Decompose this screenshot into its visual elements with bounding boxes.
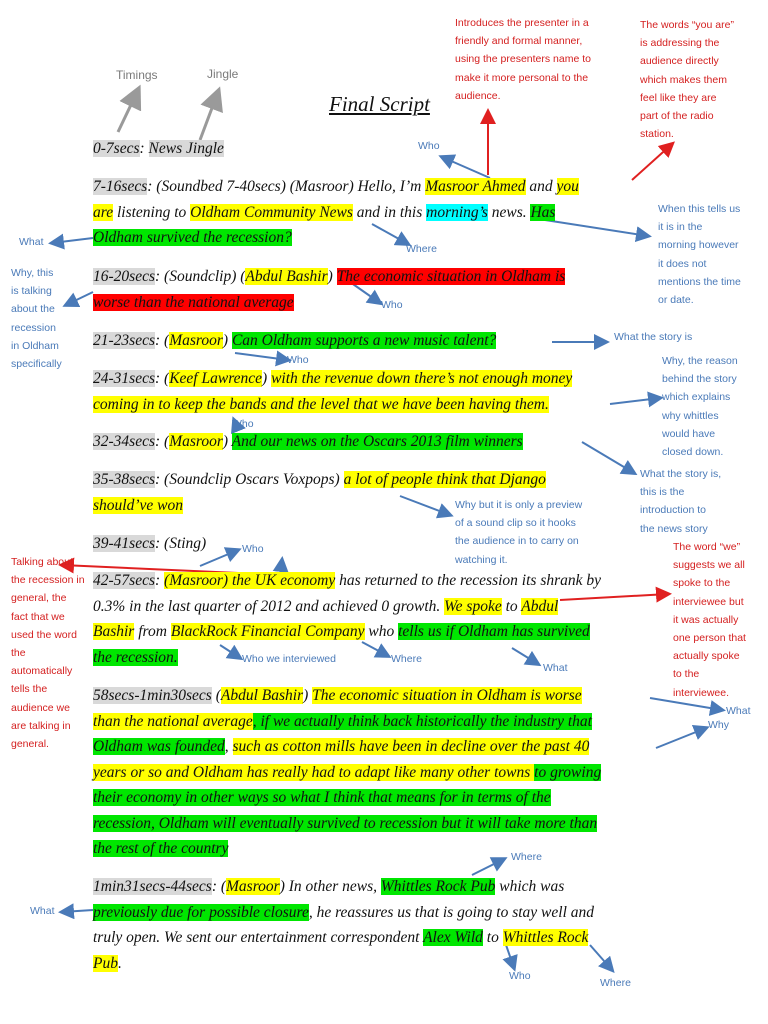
script-line: previously due for possible closure, he reassures us that is going to stay well and xyxy=(93,903,594,921)
script-line: 0-7secs: News Jingle xyxy=(93,140,224,157)
script-line: Pub. xyxy=(93,954,122,972)
label-why: Why xyxy=(708,719,729,731)
label-who: Who xyxy=(242,543,264,555)
script-line: Bashir from BlackRock Financial Company who tells us if Oldham has survived xyxy=(93,623,590,640)
note-presenter-intro: Introduces the presenter in a friendly and formal manner, using the presenters name to make it more personal to the audience. xyxy=(455,17,591,102)
script-line: worse than the national average xyxy=(93,293,294,311)
label-what: What xyxy=(543,662,568,674)
label-where: Where xyxy=(600,977,631,989)
script-line: 1min31secs-44secs: (Masroor) In other news, Whittles Rock Pub which was xyxy=(93,878,565,895)
label-what: What xyxy=(726,705,751,717)
script-line: the rest of the country xyxy=(93,840,229,857)
label-who: Who xyxy=(232,418,254,430)
script-line: 39-41secs: (Sting) xyxy=(93,535,207,552)
label-what-story: What the story is xyxy=(614,331,693,343)
script-line: years or so and Oldham has really had to adapt like many other towns to growing xyxy=(93,763,602,781)
label-who: Who xyxy=(418,140,440,152)
script-line: 0.3% in the last quarter of 2012 and achieved 0 growth. We spoke to Abdul xyxy=(93,597,559,615)
page-title: Final Script xyxy=(329,92,430,116)
label-where: Where xyxy=(511,851,542,863)
script-line: should’ve won xyxy=(93,496,183,514)
script-line: 32-34secs: (Masroor) And our news on the Oscars 2013 film winners xyxy=(93,433,523,450)
label-what: What xyxy=(19,236,44,248)
script-line: Oldham was founded, such as cotton mills have been in decline over the past 40 xyxy=(93,738,590,755)
note-why-specific: Why, this is talking about the recession in Oldham specifically xyxy=(11,267,62,371)
label-where: Where xyxy=(391,653,422,665)
script-line: 16-20secs: (Soundclip) (Abdul Bashir) The economic situation in Oldham is xyxy=(93,268,566,285)
script-line: Oldham survived the recession? xyxy=(93,229,292,246)
script-line: coming in to keep the bands and the level that we have been having them. xyxy=(93,395,549,413)
script-line: recession, Oldham will eventually survived to recession but it will take more than xyxy=(93,814,598,832)
script-line: the recession. xyxy=(93,648,178,666)
script-line: 42-57secs: (Masroor) the UK economy has returned to the recession its shrank by xyxy=(93,572,602,589)
label-what: What xyxy=(30,905,55,917)
jingle-label: Jingle xyxy=(207,67,239,81)
script-line: 7-16secs: (Soundbed 7-40secs) (Masroor) Hello, I’m Masroor Ahmed and you xyxy=(93,178,579,195)
label-who: Who xyxy=(381,299,403,311)
script-line: their economy in other ways so what I think that means for in terms of the xyxy=(93,789,551,806)
note-we: The word “we” suggests we all spoke to the interviewee but it was actually one person that actually spoke to the interviewee. xyxy=(673,541,746,699)
label-who: Who xyxy=(509,970,531,982)
script-line: 24-31secs: (Keef Lawrence) with the revenue down there’s not enough money xyxy=(93,370,573,387)
note-story-intro: What the story is, this is the introduction to the news story xyxy=(640,468,722,535)
note-you-are: The words “you are” is addressing the audience directly which makes them feel like they are part of the radio station. xyxy=(640,19,734,141)
label-where: Where xyxy=(406,243,437,255)
timings-label: Timings xyxy=(116,68,158,82)
note-recession-general: Talking about the recession in general, the fact that we used the word the automatically tells the audience we are talking in general. xyxy=(11,556,85,751)
note-preview: Why but it is only a preview of a sound clip so it hooks the audience in to carry on watching it. xyxy=(455,499,583,566)
script-line: 58secs-1min30secs (Abdul Bashir) The economic situation in Oldham is worse xyxy=(93,687,582,704)
script-line: 21-23secs: (Masroor) Can Oldham supports a new music talent? xyxy=(93,332,497,349)
label-who: Who xyxy=(287,354,309,366)
script-line: are listening to Oldham Community News and in this morning’s news. Has xyxy=(93,203,556,221)
label-who-interviewed: Who we interviewed xyxy=(242,653,336,665)
script-line: than the national average, if we actually think back historically the industry that xyxy=(93,712,592,730)
note-why-reason: Why, the reason behind the story which explains why whittles would have closed down. xyxy=(662,355,738,459)
script-line: truly open. We sent our entertainment correspondent Alex Wild to Whittles Rock xyxy=(93,929,589,946)
note-morning: When this tells us it is in the morning however it does not mentions the time or date. xyxy=(658,203,741,307)
script-line: 35-38secs: (Soundclip Oscars Voxpops) a lot of people think that Django xyxy=(93,471,546,488)
